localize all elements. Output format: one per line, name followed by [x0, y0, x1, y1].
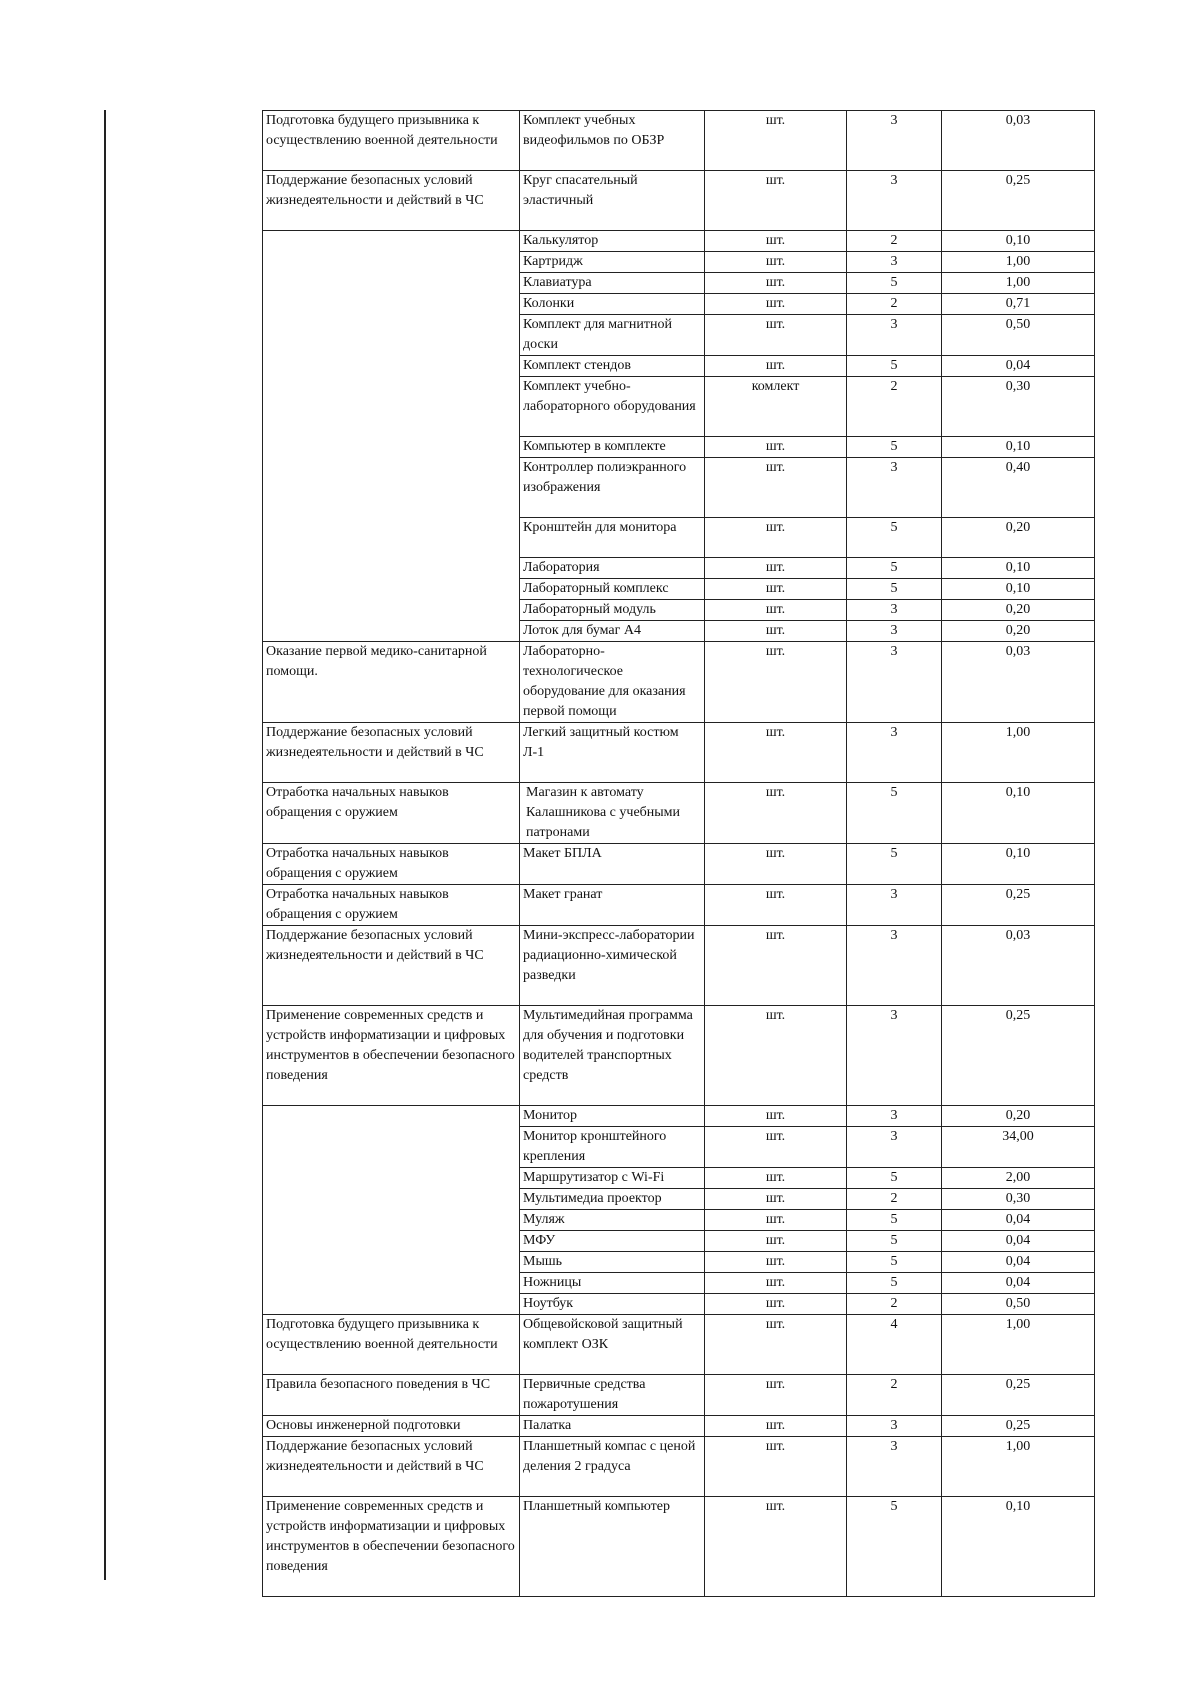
value-cell: 0,04 — [942, 1210, 1095, 1231]
quantity-cell: 5 — [847, 579, 942, 600]
value-cell: 0,50 — [942, 315, 1095, 356]
value-cell: 0,03 — [942, 926, 1095, 1006]
quantity-cell: 2 — [847, 231, 942, 252]
theme-cell: Подготовка будущего призывника к осуществлению военной деятельности — [263, 111, 520, 171]
value-cell: 0,04 — [942, 1252, 1095, 1273]
unit-cell: шт. — [705, 926, 847, 1006]
table-row — [263, 642, 1095, 723]
item-name-cell: Мини-экспресс-лаборатории радиационно-химической разведки — [520, 926, 705, 1006]
value-cell: 0,71 — [942, 294, 1095, 315]
quantity-cell: 3 — [847, 621, 942, 642]
item-name-cell: Колонки — [520, 294, 705, 315]
item-name-cell: Комплект учебно-лабораторного оборудования — [520, 377, 705, 437]
unit-cell: шт. — [705, 1375, 847, 1416]
quantity-cell: 3 — [847, 315, 942, 356]
unit-cell: шт. — [705, 458, 847, 518]
theme-cell: Поддержание безопасных условий жизнедеятельности и действий в ЧС — [263, 171, 520, 231]
value-cell: 0,25 — [942, 171, 1095, 231]
value-cell: 1,00 — [942, 1315, 1095, 1375]
unit-cell: шт. — [705, 1437, 847, 1497]
unit-cell: шт. — [705, 111, 847, 171]
quantity-cell: 5 — [847, 1168, 942, 1189]
theme-cell: Отработка начальных навыков обращения с оружием — [263, 885, 520, 926]
unit-cell: шт. — [705, 273, 847, 294]
unit-cell: шт. — [705, 437, 847, 458]
table-row — [263, 231, 1095, 252]
item-name-cell: Калькулятор — [520, 231, 705, 252]
theme-cell: Поддержание безопасных условий жизнедеятельности и действий в ЧС — [263, 1437, 520, 1497]
item-name-cell: Магазин к автомату Калашникова с учебными патронами — [520, 783, 705, 844]
value-cell: 0,04 — [942, 356, 1095, 377]
quantity-cell: 2 — [847, 294, 942, 315]
unit-cell: шт. — [705, 1497, 847, 1597]
value-cell: 0,04 — [942, 1231, 1095, 1252]
value-cell: 0,20 — [942, 1106, 1095, 1127]
table-row — [263, 926, 1095, 1006]
value-cell: 0,25 — [942, 1416, 1095, 1437]
unit-cell: шт. — [705, 171, 847, 231]
value-cell: 1,00 — [942, 273, 1095, 294]
item-name-cell: Планшетный компас с ценой деления 2 градуса — [520, 1437, 705, 1497]
theme-cell: Отработка начальных навыков обращения с оружием — [263, 844, 520, 885]
left-margin-rule — [104, 110, 106, 1580]
item-name-cell: Картридж — [520, 252, 705, 273]
item-name-cell: Палатка — [520, 1416, 705, 1437]
item-name-cell: Мультимедиа проектор — [520, 1189, 705, 1210]
quantity-cell: 5 — [847, 1273, 942, 1294]
quantity-cell: 5 — [847, 356, 942, 377]
quantity-cell: 5 — [847, 783, 942, 844]
quantity-cell: 5 — [847, 558, 942, 579]
quantity-cell: 5 — [847, 1252, 942, 1273]
unit-cell: шт. — [705, 1189, 847, 1210]
quantity-cell: 3 — [847, 252, 942, 273]
item-name-cell: Легкий защитный костюм Л-1 — [520, 723, 705, 783]
table-row — [263, 1437, 1095, 1497]
value-cell: 1,00 — [942, 1437, 1095, 1497]
table-row — [263, 1416, 1095, 1437]
unit-cell: шт. — [705, 621, 847, 642]
table-row — [263, 171, 1095, 231]
item-name-cell: Лабораторный комплекс — [520, 579, 705, 600]
item-name-cell: Мультимедийная программа для обучения и подготовки водителей транспортных средств — [520, 1006, 705, 1106]
quantity-cell: 3 — [847, 1106, 942, 1127]
value-cell: 0,03 — [942, 642, 1095, 723]
table-row — [263, 723, 1095, 783]
unit-cell: шт. — [705, 356, 847, 377]
unit-cell: шт. — [705, 579, 847, 600]
unit-cell: шт. — [705, 231, 847, 252]
table-row — [263, 783, 1095, 844]
value-cell: 0,10 — [942, 231, 1095, 252]
item-name-cell: Лаборатория — [520, 558, 705, 579]
table-row — [263, 844, 1095, 885]
quantity-cell: 5 — [847, 518, 942, 558]
table-row — [263, 1497, 1095, 1597]
value-cell: 0,03 — [942, 111, 1095, 171]
theme-cell: Подготовка будущего призывника к осуществлению военной деятельности — [263, 1315, 520, 1375]
value-cell: 0,10 — [942, 437, 1095, 458]
quantity-cell: 2 — [847, 1189, 942, 1210]
theme-cell — [263, 1106, 520, 1315]
unit-cell: шт. — [705, 1416, 847, 1437]
theme-cell: Поддержание безопасных условий жизнедеятельности и действий в ЧС — [263, 723, 520, 783]
item-name-cell: Круг спасательный эластичный — [520, 171, 705, 231]
table-row — [263, 1375, 1095, 1416]
value-cell: 0,25 — [942, 1006, 1095, 1106]
unit-cell: шт. — [705, 844, 847, 885]
quantity-cell: 2 — [847, 377, 942, 437]
unit-cell: шт. — [705, 518, 847, 558]
value-cell: 0,25 — [942, 885, 1095, 926]
unit-cell: шт. — [705, 642, 847, 723]
quantity-cell: 3 — [847, 885, 942, 926]
unit-cell: шт. — [705, 783, 847, 844]
unit-cell: шт. — [705, 1252, 847, 1273]
value-cell: 0,20 — [942, 600, 1095, 621]
value-cell: 1,00 — [942, 252, 1095, 273]
unit-cell: шт. — [705, 600, 847, 621]
unit-cell: шт. — [705, 1127, 847, 1168]
value-cell: 1,00 — [942, 723, 1095, 783]
quantity-cell: 5 — [847, 1210, 942, 1231]
value-cell: 34,00 — [942, 1127, 1095, 1168]
theme-cell: Правила безопасного поведения в ЧС — [263, 1375, 520, 1416]
unit-cell: шт. — [705, 1231, 847, 1252]
quantity-cell: 3 — [847, 111, 942, 171]
item-name-cell: Макет БПЛА — [520, 844, 705, 885]
item-name-cell: Кронштейн для монитора — [520, 518, 705, 558]
theme-cell: Поддержание безопасных условий жизнедеятельности и действий в ЧС — [263, 926, 520, 1006]
theme-cell: Основы инженерной подготовки — [263, 1416, 520, 1437]
item-name-cell: Монитор — [520, 1106, 705, 1127]
item-name-cell: МФУ — [520, 1231, 705, 1252]
unit-cell: шт. — [705, 1006, 847, 1106]
value-cell: 0,10 — [942, 558, 1095, 579]
item-name-cell: Компьютер в комплекте — [520, 437, 705, 458]
quantity-cell: 2 — [847, 1375, 942, 1416]
item-name-cell: Ноутбук — [520, 1294, 705, 1315]
value-cell: 0,50 — [942, 1294, 1095, 1315]
item-name-cell: Комплект стендов — [520, 356, 705, 377]
quantity-cell: 5 — [847, 1497, 942, 1597]
unit-cell: шт. — [705, 885, 847, 926]
item-name-cell: Лабораторно-технологическое оборудование для оказания первой помощи — [520, 642, 705, 723]
item-name-cell: Ножницы — [520, 1273, 705, 1294]
quantity-cell: 3 — [847, 600, 942, 621]
unit-cell: шт. — [705, 315, 847, 356]
value-cell: 0,20 — [942, 621, 1095, 642]
value-cell: 0,30 — [942, 1189, 1095, 1210]
theme-cell — [263, 231, 520, 642]
item-name-cell: Муляж — [520, 1210, 705, 1231]
item-name-cell: Контроллер полиэкранного изображения — [520, 458, 705, 518]
table-row — [263, 885, 1095, 926]
unit-cell: шт. — [705, 1210, 847, 1231]
value-cell: 0,30 — [942, 377, 1095, 437]
value-cell: 0,25 — [942, 1375, 1095, 1416]
item-name-cell: Маршрутизатор с Wi-Fi — [520, 1168, 705, 1189]
quantity-cell: 3 — [847, 1437, 942, 1497]
quantity-cell: 5 — [847, 844, 942, 885]
quantity-cell: 4 — [847, 1315, 942, 1375]
quantity-cell: 2 — [847, 1294, 942, 1315]
item-name-cell: Лоток для бумаг А4 — [520, 621, 705, 642]
table-row — [263, 1106, 1095, 1127]
value-cell: 0,10 — [942, 1497, 1095, 1597]
item-name-cell: Первичные средства пожаротушения — [520, 1375, 705, 1416]
value-cell: 0,10 — [942, 783, 1095, 844]
unit-cell: шт. — [705, 1294, 847, 1315]
unit-cell: шт. — [705, 723, 847, 783]
theme-cell: Применение современных средств и устройств информатизации и цифровых инструментов в обеспечении безопасного поведения — [263, 1497, 520, 1597]
unit-cell: комлект — [705, 377, 847, 437]
unit-cell: шт. — [705, 294, 847, 315]
quantity-cell: 3 — [847, 1416, 942, 1437]
quantity-cell: 5 — [847, 1231, 942, 1252]
unit-cell: шт. — [705, 1273, 847, 1294]
value-cell: 0,10 — [942, 579, 1095, 600]
unit-cell: шт. — [705, 1315, 847, 1375]
unit-cell: шт. — [705, 1168, 847, 1189]
quantity-cell: 3 — [847, 926, 942, 1006]
quantity-cell: 3 — [847, 1127, 942, 1168]
value-cell: 2,00 — [942, 1168, 1095, 1189]
quantity-cell: 3 — [847, 171, 942, 231]
item-name-cell: Макет гранат — [520, 885, 705, 926]
table-row — [263, 111, 1095, 171]
value-cell: 0,20 — [942, 518, 1095, 558]
item-name-cell: Клавиатура — [520, 273, 705, 294]
quantity-cell: 3 — [847, 723, 942, 783]
unit-cell: шт. — [705, 252, 847, 273]
table-row — [263, 1006, 1095, 1106]
item-name-cell: Мышь — [520, 1252, 705, 1273]
unit-cell: шт. — [705, 558, 847, 579]
quantity-cell: 5 — [847, 437, 942, 458]
quantity-cell: 3 — [847, 1006, 942, 1106]
item-name-cell: Лабораторный модуль — [520, 600, 705, 621]
value-cell: 0,10 — [942, 844, 1095, 885]
quantity-cell: 3 — [847, 642, 942, 723]
item-name-cell: Комплект учебных видеофильмов по ОБЗР — [520, 111, 705, 171]
item-name-cell: Монитор кронштейного крепления — [520, 1127, 705, 1168]
theme-cell: Оказание первой медико-санитарной помощи. — [263, 642, 520, 723]
quantity-cell: 5 — [847, 273, 942, 294]
item-name-cell: Общевойсковой защитный комплект ОЗК — [520, 1315, 705, 1375]
quantity-cell: 3 — [847, 458, 942, 518]
theme-cell: Применение современных средств и устройств информатизации и цифровых инструментов в обеспечении безопасного поведения — [263, 1006, 520, 1106]
table-row — [263, 1315, 1095, 1375]
item-name-cell: Планшетный компьютер — [520, 1497, 705, 1597]
theme-cell: Отработка начальных навыков обращения с оружием — [263, 783, 520, 844]
unit-cell: шт. — [705, 1106, 847, 1127]
item-name-cell: Комплект для магнитной доски — [520, 315, 705, 356]
value-cell: 0,40 — [942, 458, 1095, 518]
value-cell: 0,04 — [942, 1273, 1095, 1294]
equipment-table — [262, 110, 1095, 1597]
